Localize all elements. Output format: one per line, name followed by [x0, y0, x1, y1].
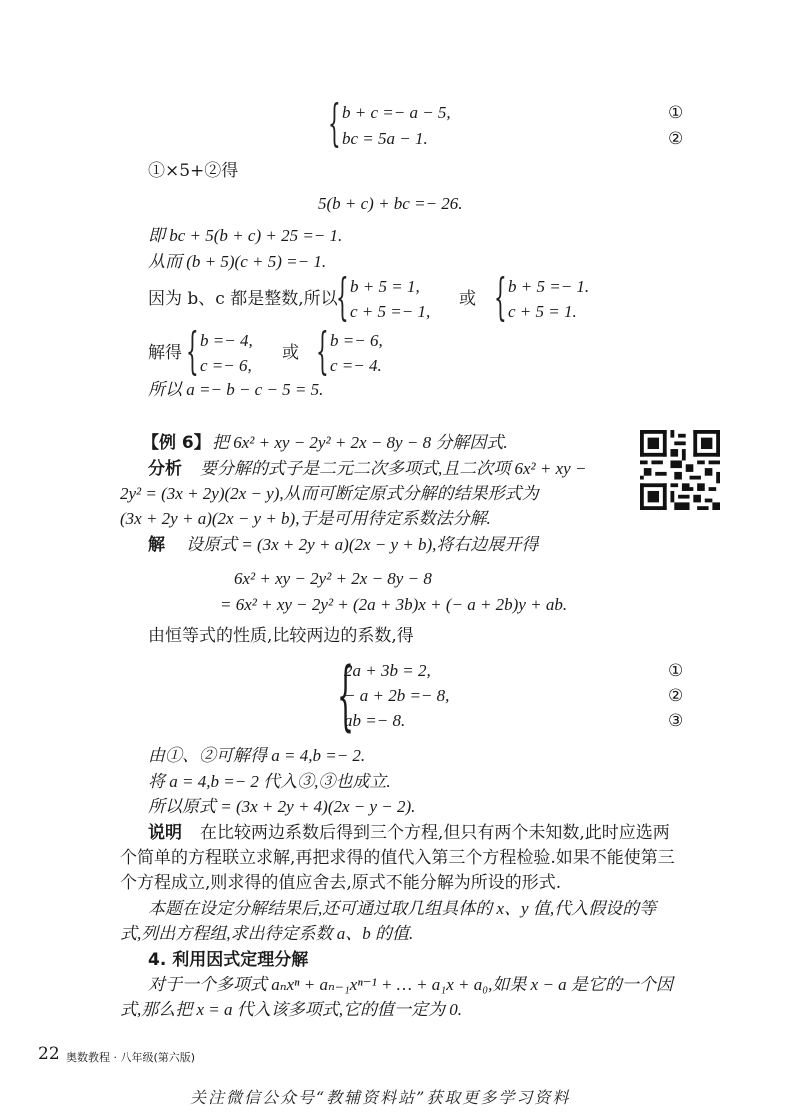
system-equation: b =− 4,	[200, 331, 253, 350]
section-title: 4. 利用因式定理分解	[148, 950, 309, 970]
qr-code-icon	[640, 430, 720, 510]
text-line: 所以原式 = (3x + 2y + 4)(2x − y − 2).	[148, 797, 416, 816]
or-word: 或	[282, 343, 299, 363]
system-equation: c =− 4.	[330, 356, 382, 375]
system-equation: 2a + 3b = 2,	[344, 661, 431, 680]
text-line: 式,列出方程组,求出待定系数 a、b 的值.	[120, 924, 414, 943]
book-title: 奥数教程 · 八年级(第六版)	[66, 1051, 196, 1064]
text-line: 个简单的方程联立求解,再把求得的值代入第三个方程检验.如果不能使第三	[120, 848, 675, 868]
problem-statement: 把 6x² + xy − 2y² + 2x − 8y − 8 分解因式.	[212, 433, 508, 452]
text-line: 由恒等式的性质,比较两边的系数,得	[148, 626, 414, 646]
system-equation: ab =− 8.	[344, 711, 406, 730]
step-label: ①×5+②得	[148, 161, 239, 181]
text-line: 在比较两边系数后得到三个方程,但只有两个未知数,此时应选两	[200, 823, 670, 843]
system-equation: c + 5 = 1.	[508, 302, 577, 321]
left-brace: {	[336, 268, 349, 326]
text-line: 对于一个多项式 aₙxⁿ + aₙ₋₁xⁿ⁻¹ + … + a₁x + a₀,如果 x − a 是它的一个因	[148, 975, 673, 994]
text-line: 设原式 = (3x + 2y + a)(2x − y + b),将右边展开得	[186, 535, 539, 554]
left-brace: {	[494, 268, 507, 326]
text-line: 即 bc + 5(b + c) + 25 =− 1.	[148, 226, 343, 245]
system-equation: − a + 2b =− 8,	[344, 686, 450, 705]
text-line: 因为 b、c 都是整数,所以	[148, 289, 338, 309]
text-line: 要分解的式子是二元二次多项式,且二次项 6x² + xy −	[200, 459, 587, 478]
analysis-label: 分析	[148, 459, 182, 479]
example-label: 【例 6】	[142, 433, 211, 453]
text-line: 将 a = 4,b =− 2 代入③,③也成立.	[148, 772, 391, 791]
text-line: 个方程成立,则求得的值应舍去,原式不能分解为所设的形式.	[120, 873, 562, 893]
display-equation: 6x² + xy − 2y² + 2x − 8y − 8	[234, 569, 432, 588]
note-label: 说明	[148, 823, 182, 843]
left-brace: {	[186, 322, 199, 380]
left-brace: {	[328, 94, 341, 152]
system-equation: b + 5 =− 1.	[508, 277, 590, 296]
text-line: 由①、②可解得 a = 4,b =− 2.	[148, 746, 366, 765]
left-brace: {	[337, 650, 354, 739]
text-line: 式,那么把 x = a 代入该多项式,它的值一定为 0.	[120, 1000, 463, 1019]
equation-tag: ①	[668, 661, 684, 681]
watermark-text: 关注微信公众号“教辅资料站”获取更多学习资料	[190, 1088, 571, 1107]
display-equation: = 6x² + xy − 2y² + (2a + 3b)x + (− a + 2b)y + ab.	[220, 595, 568, 614]
equation-tag: ②	[668, 129, 684, 149]
equation-tag: ①	[668, 103, 684, 123]
text-line: 所以 a =− b − c − 5 = 5.	[148, 380, 324, 399]
text-line: (3x + 2y + a)(2x − y + b),于是可用待定系数法分解.	[120, 509, 491, 528]
system-equation: bc = 5a − 1.	[342, 129, 428, 148]
text-line: 从而 (b + 5)(c + 5) =− 1.	[148, 252, 327, 271]
left-brace: {	[316, 322, 329, 380]
display-equation: 5(b + c) + bc =− 26.	[318, 194, 463, 213]
solution-label: 解	[148, 535, 165, 555]
text-line: 解得	[148, 343, 182, 363]
or-word: 或	[459, 289, 476, 309]
system-equation: b + c =− a − 5,	[342, 103, 451, 122]
system-equation: b + 5 = 1,	[350, 277, 420, 296]
equation-tag: ②	[668, 686, 684, 706]
text-line: 2y² = (3x + 2y)(2x − y),从而可断定原式分解的结果形式为	[120, 484, 539, 503]
system-equation: c + 5 =− 1,	[350, 302, 431, 321]
page-number: 22	[38, 1044, 60, 1064]
text-line: 本题在设定分解结果后,还可通过取几组具体的 x、y 值,代入假设的等	[148, 899, 657, 918]
system-equation: c =− 6,	[200, 356, 252, 375]
system-equation: b =− 6,	[330, 331, 383, 350]
equation-tag: ③	[668, 711, 684, 731]
